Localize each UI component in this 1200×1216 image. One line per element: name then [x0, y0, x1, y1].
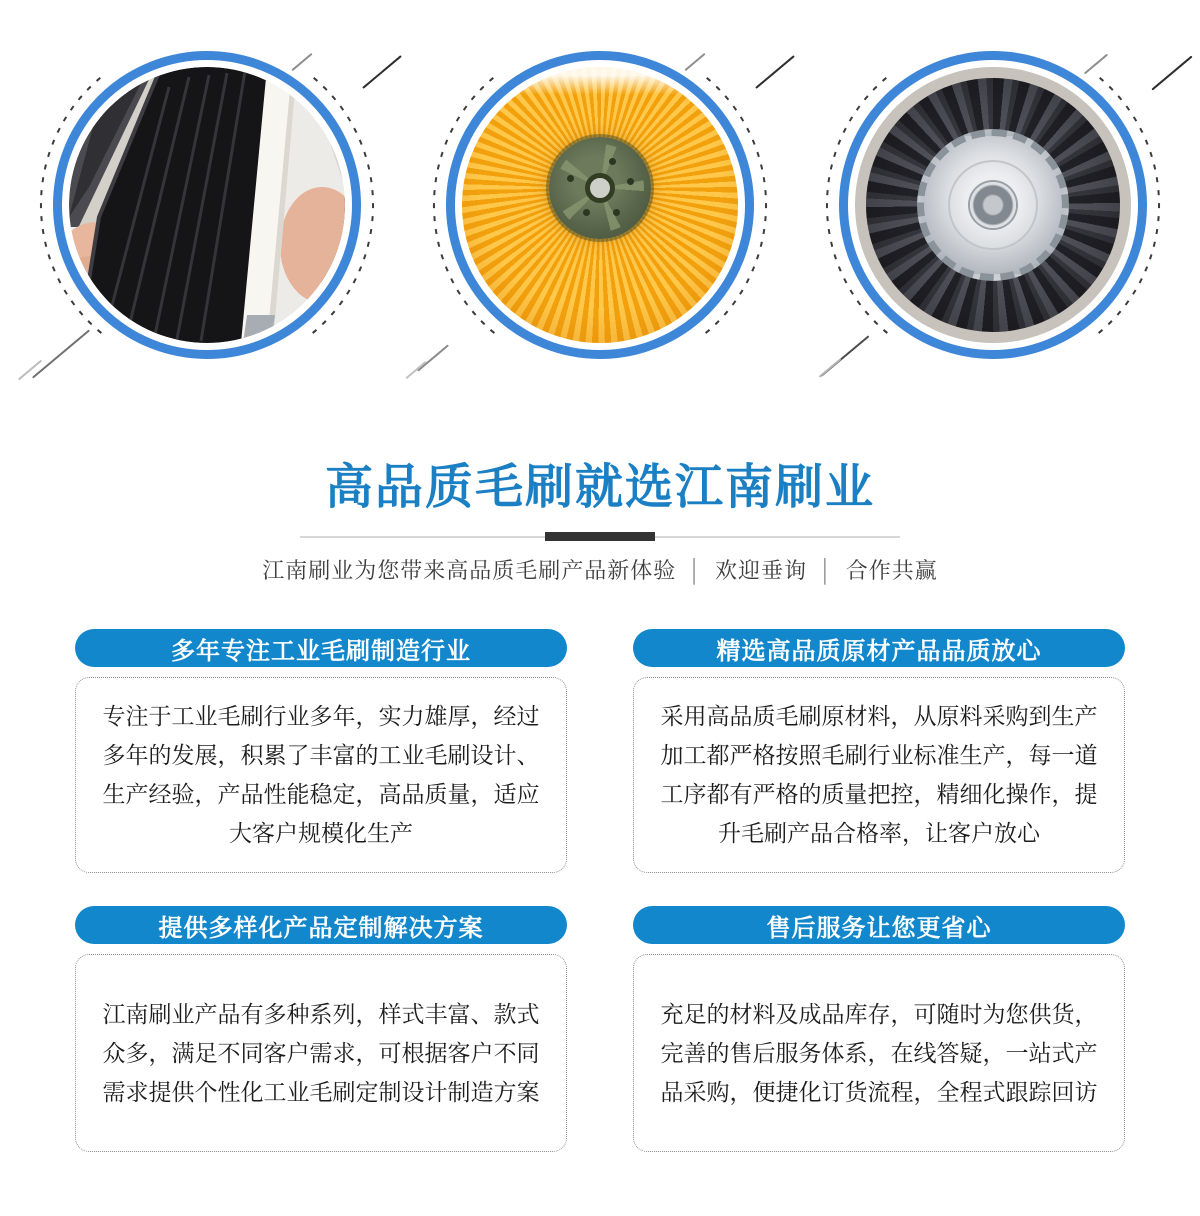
wheel-bore: [970, 182, 1016, 228]
feature-heading: 提供多样化产品定制解决方案: [75, 906, 567, 944]
feature-grid: [75, 629, 1125, 1152]
subtitle-part: 江南刷业为您带来高品质毛刷产品新体验: [262, 558, 677, 583]
hero-section: [0, 0, 1200, 445]
hub-holes: [597, 185, 604, 192]
feature-heading: 售后服务让您更省心: [633, 906, 1125, 944]
feature-card-aftersales: [633, 906, 1125, 1152]
title-divider: [300, 532, 900, 541]
subtitle-part: 欢迎垂询: [714, 558, 807, 583]
roller-hub: [549, 137, 651, 239]
slash-decor: [405, 361, 426, 379]
subtitle-separator: │: [819, 558, 834, 583]
blue-ring: [839, 51, 1147, 359]
page-title: 高品质毛刷就选江南刷业: [324, 461, 875, 514]
blue-ring: [446, 51, 754, 359]
divider-bar: [545, 532, 655, 541]
feature-heading: 精选高品质原材产品品质放心: [633, 629, 1125, 667]
feature-card-materials: [633, 629, 1125, 873]
feature-body: 采用高品质毛刷原材料，从原料采购到生产加工都严格按照毛刷行业标准生产，每一道工序都有严格的质量把控，精细化操作，提升毛刷产品合格率，让客户放心: [633, 677, 1125, 873]
feature-heading: 多年专注工业毛刷制造行业: [75, 629, 567, 667]
feature-body: 充足的材料及成品库存，可随时为您供货，完善的售后服务体系，在线答疑，一站式产品采购，便捷化订货流程，全程式跟踪回访: [633, 954, 1125, 1152]
strip-brush-photo: [69, 67, 345, 343]
blue-ring: [53, 51, 361, 359]
subtitle-separator: │: [688, 558, 703, 583]
wire-wheel-brush-photo: [855, 67, 1131, 343]
feature-card-experience: [75, 629, 567, 873]
subtitle-part: 合作共赢: [845, 558, 938, 583]
subtitle: [0, 554, 1200, 585]
feature-body: 江南刷业产品有多种系列，样式丰富、款式众多，满足不同客户需求，可根据客户不同需求提供个性化工业毛刷定制设计制造方案: [75, 954, 567, 1152]
feature-body: 专注于工业毛刷行业多年，实力雄厚，经过多年的发展，积累了丰富的工业毛刷设计、生产经验，产品性能稳定，高品质量，适应大客户规模化生产: [75, 677, 567, 873]
roller-brush-photo: [462, 67, 738, 343]
feature-card-customization: [75, 906, 567, 1152]
intro-section: [0, 445, 1200, 585]
